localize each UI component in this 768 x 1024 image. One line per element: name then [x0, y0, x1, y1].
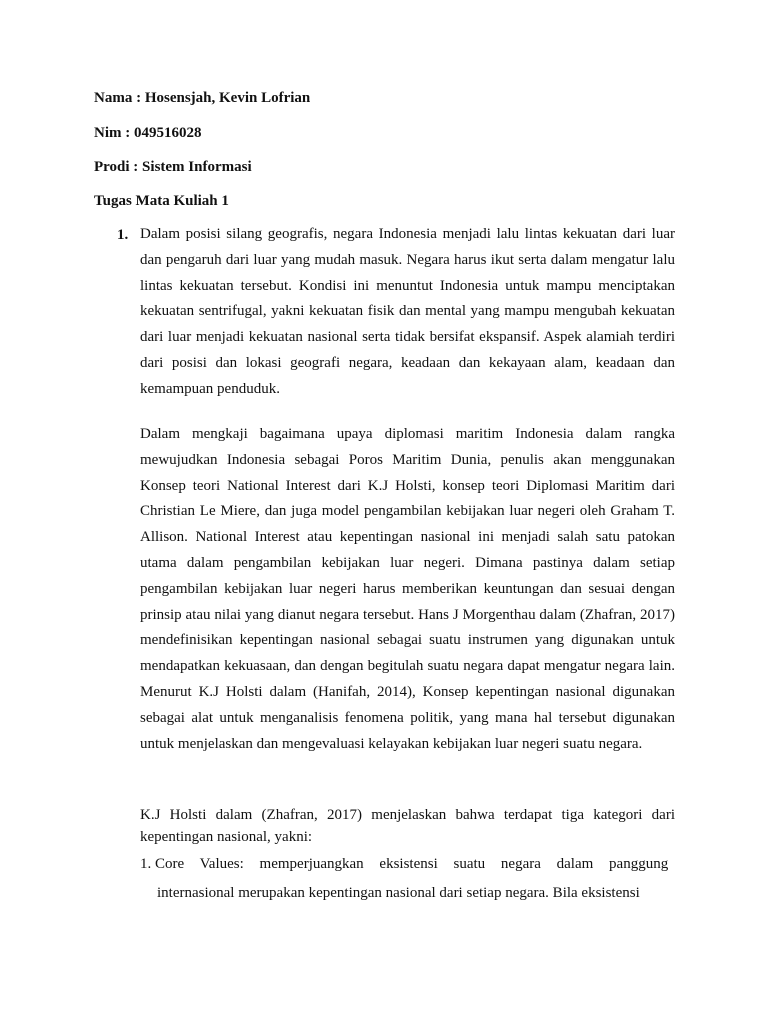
list-item	[140, 850, 675, 908]
answer-paragraph-2: Dalam mengkaji bagaimana upaya diplomasi maritim Indonesia dalam rangka mewujudkan Indonesia sebagai Poros Maritim Dunia, penulis akan menggunakan Konsep teori National Interest dari K.J Holsti, konsep teori Diplomasi Maritim dari Christian Le Miere, dan juga model pengambilan kebijakan luar negeri oleh Graham T. Allison. National Interest atau kepentingan nasional ini menjadi salah satu patokan utama dalam pengambilan kebijakan luar negeri. Dimana pastinya dalam setiap pengambilan kebijakan luar negeri harus memberikan keuntungan dan sesuai dengan prinsip atau nilai yang dianut negara tersebut. Hans J Morgenthau dalam (Zhafran, 2017) mendefinisikan kepentingan nasional sebagai suatu instrumen yang digunakan untuk mendapatkan kekuasaan, dan dengan begitulah suatu negara dapat mengatur negara lain. Menurut K.J Holsti dalam (Hanifah, 2014), Konsep kepentingan nasional digunakan sebagai alat untuk menganalisis fenomena politik, yang mana hal tersebut digunakan untuk menjelaskan dan mengevaluasi kelayakan kebijakan luar negeri suatu negara.	[140, 426, 675, 752]
student-nim: Nim : 049516028	[94, 125, 202, 141]
answer-paragraph-1: Dalam posisi silang geografis, negara Indonesia menjadi lalu lintas kekuatan dari luar dan pengaruh dari luar yang mudah masuk. Negara harus ikut serta dalam mengatur lalu lintas kekuatan tersebut. Kondisi ini menuntut Indonesia untuk mampu menciptakan kekuatan sentrifugal, yakni kekuatan fisik dan mental yang mampu mengubah kekuatan dari luar menjadi kekuatan nasional serta tidak bersifat ekspansif. Aspek alamiah terdiri dari posisi dan lokasi geografi negara, keadaan dan kekayaan alam, keadaan dan kemampuan penduduk.	[140, 226, 675, 397]
student-name: Nama : Hosensjah, Kevin Lofrian	[94, 90, 311, 106]
answer-paragraph-3: K.J Holsti dalam (Zhafran, 2017) menjelaskan bahwa terdapat tiga kategori dari kepentingan nasional, yakni:	[140, 807, 675, 845]
study-program: Prodi : Sistem Informasi	[94, 159, 252, 175]
list-item-number: 1.	[140, 856, 152, 872]
question-number: 1.	[117, 227, 129, 243]
list-item-text-line-1: Core Values: memperjuangkan eksistensi suatu negara dalam panggung	[155, 856, 669, 872]
list-item-text-line-2: internasional merupakan kepentingan nasional dari setiap negara. Bila eksistensi	[157, 885, 640, 901]
assignment-title: Tugas Mata Kuliah 1	[94, 193, 229, 209]
